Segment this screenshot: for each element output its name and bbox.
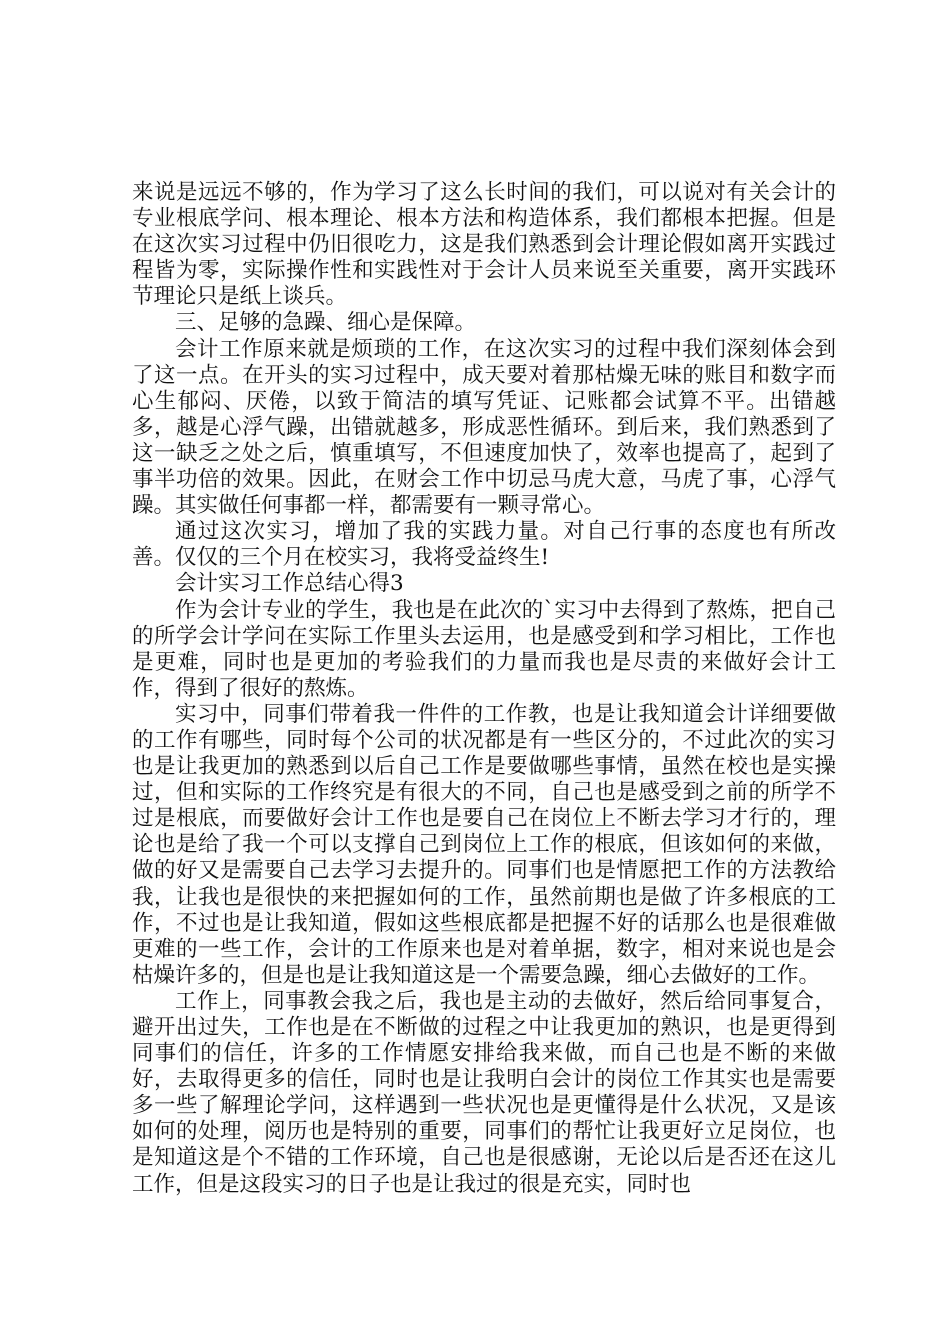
paragraph: 会计工作原来就是烦琐的工作，在这次实习的过程中我们深刻体会到了这一点。在开头的实习过程中，成天要对着那枯燥无味的账目和数字而心生郁闷、厌倦，以致于简洁的填写凭证、记账都会试算不平。出错越多，越是心浮气躁，出错就越多，形成恶性循环。到后来，我们熟悉到了这一缺乏之处之后，慎重填写，不但速度加快了，效率也提高了，起到了事半功倍的效果。因此，在财会工作中切忌马虎大意，马虎了事，心浮气躁。其实做任何事都一样，都需要有一颗寻常心。 — [132, 336, 836, 519]
paragraph: 作为会计专业的学生，我也是在此次的`实习中去得到了熬炼，把自己的所学会计学问在实际工作里头去运用，也是感受到和学习相比，工作也是更难，同时也是更加的考验我们的力量而我也是尽责的来做好会计工作，得到了很好的熬炼。 — [132, 597, 836, 701]
article-title: 会计实习工作总结心得3 — [175, 571, 404, 597]
document-body — [132, 180, 836, 1198]
paragraph: 工作上，同事教会我之后，我也是主动的去做好，然后给同事复合，避开出过失，工作也是在不断做的过程之中让我更加的熟识，也是更得到同事们的信任，许多的工作情愿安排给我来做，而自己也是不断的来做好，去取得更多的信任，同时也是让我明白会计的岗位工作其实也是需要多一些了解理论学问，这样遇到一些状况也是更懂得是什么状况，又是该如何的处理，阅历也是特别的重要，同事们的帮忙让我更好立足岗位，也是知道这是个不错的工作环境，自己也是很感谢，无论以后是否还在这儿工作，但是这段实习的日子也是让我过的很是充实，同时也 — [132, 988, 836, 1197]
paragraph: 实习中，同事们带着我一件件的工作教，也是让我知道会计详细要做的工作有哪些，同时每个公司的状况都是有一些区分的，不过此次的实习也是让我更加的熟悉到以后自己工作是要做哪些事情，虽然在校也是实操过，但和实际的工作终究是有很大的不同，自己也是感受到之前的所学不过是根底，而要做好会计工作也是要自己在岗位上不断去学习才行的，理论也是给了我一个可以支撑自己到岗位上工作的根底，但该如何的来做，做的好又是需要自己去学习去提升的。同事们也是情愿把工作的方法教给我，让我也是很快的来把握如何的工作，虽然前期也是做了许多根底的工作，不过也是让我知道，假如这些根底都是把握不好的话那么也是很难做更难的一些工作，会计的工作原来也是对着单据，数字，相对来说也是会枯燥许多的，但是也是让我知道这是一个需要急躁，细心去做好的工作。 — [132, 701, 836, 988]
paragraph: 通过这次实习，增加了我的实践力量。对自己行事的态度也有所改善。仅仅的三个月在校实习，我将受益终生! — [132, 519, 836, 571]
section-heading: 三、足够的急躁、细心是保障。 — [175, 310, 477, 336]
paragraph: 来说是远远不够的，作为学习了这么长时间的我们，可以说对有关会计的专业根底学问、根本理论、根本方法和构造体系，我们都根本把握。但是在这次实习过程中仍旧很吃力，这是我们熟悉到会计理论假如离开实践过程皆为零，实际操作性和实践性对于会计人员来说至关重要，离开实践环节理论只是纸上谈兵。 — [132, 180, 836, 310]
